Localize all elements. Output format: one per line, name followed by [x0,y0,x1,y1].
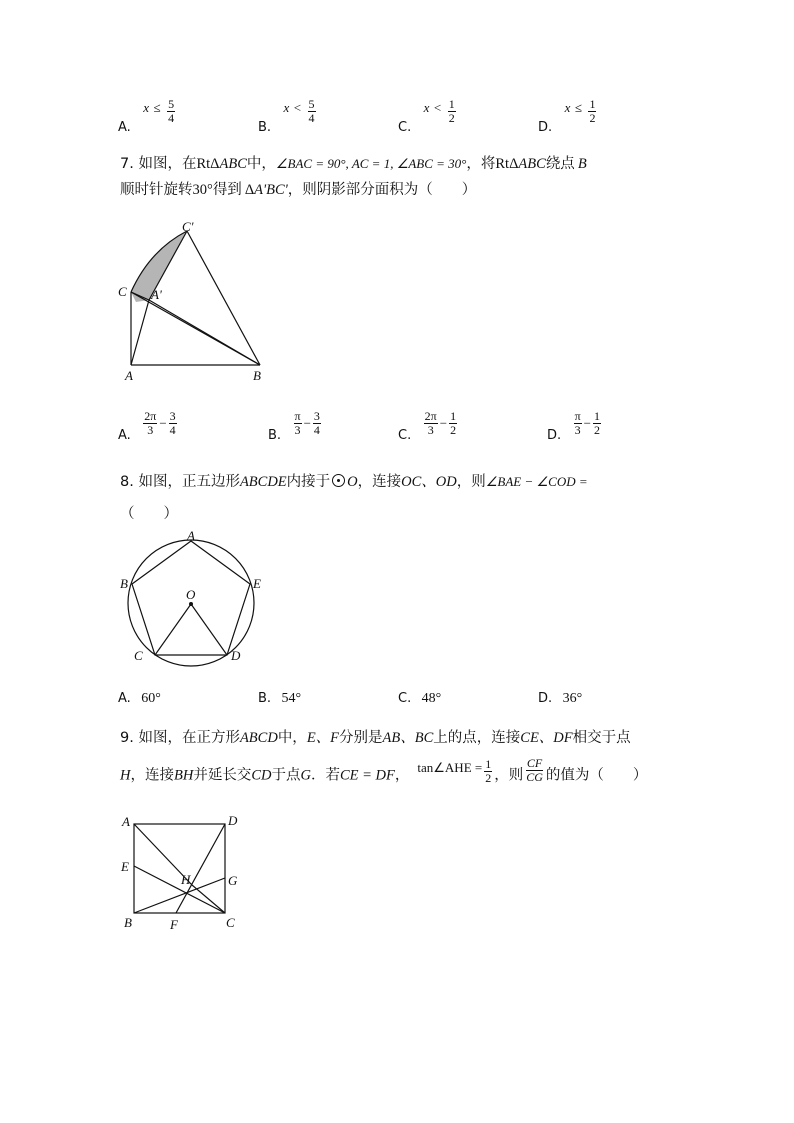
q7-options [0,410,794,450]
label-a: A [122,814,130,829]
label-a: A [125,368,133,383]
q8-option-c[interactable]: C. 48° [398,691,442,706]
label-c: C [118,284,127,299]
label-f: F [170,917,178,932]
q7-option-c[interactable]: C. $\frac{2\pi}{3}$ − $\frac{1}{2}$ [398,409,457,443]
segment-ba1-ext [131,300,149,365]
fraction: $\frac{5}{4}$ [308,97,315,125]
q7-figure [110,215,280,385]
square-abcd [134,824,225,913]
label-a-prime: A' [151,287,162,302]
q7-option-d[interactable]: D. $\frac{\pi}{3}$ − $\frac{1}{2}$ [547,409,601,443]
segment-a1b [149,300,260,365]
label-c: C [134,648,143,663]
q6-options [0,97,794,140]
q7-line-1: 7. 如图，在RtΔABC中，∠BAC = 90°, AC = 1, ∠ABC = 30°，将RtΔABC绕点 B [120,156,587,172]
q6-option-a[interactable]: A. x ≤ $\frac{5}{4}$ [118,97,175,135]
label-c: C [226,915,235,930]
label-h: H [181,872,191,887]
label-e: E [121,859,129,874]
label-b: B [124,915,132,930]
q8-option-a[interactable]: A. 60° [118,691,161,706]
label-a: A [187,528,195,543]
fraction: $\frac{1}{2}$ [589,97,596,125]
label-e: E [253,576,261,591]
q6-option-b[interactable]: B. x < $\frac{5}{4}$ [258,97,315,135]
q8-options [0,690,794,730]
fraction: $\frac{5}{4}$ [168,97,175,125]
segment-df [176,824,225,913]
question-number: 8. [120,474,134,490]
fraction: $\frac{1}{2}$ [448,97,455,125]
q7-option-b[interactable]: B. $\frac{\pi}{3}$ − $\frac{3}{4}$ [268,409,320,443]
q8-option-b[interactable]: B. 54° [258,691,302,706]
q9-line-1: 9. 如图，在正方形ABCD中，E、F分别是AB、BC上的点，连接CE、DF相交于点 [120,730,631,746]
label-d: D [228,813,238,828]
question-number: 7. [120,156,134,172]
q8-figure [115,525,275,670]
label-o: O [186,587,196,602]
q7-line-2: 顺时针旋转30°得到 ΔA'BC'，则阴影部分面积为（ ） [120,182,477,198]
label-b: B [253,368,261,383]
segment-od [191,604,227,655]
circle-dot-icon [332,474,345,487]
label-b: B [120,576,128,591]
q6-option-c[interactable]: C. x < $\frac{1}{2}$ [398,97,455,135]
label-d: D [231,648,241,663]
q9-line-2: H，连接BH并延长交CD于点G．若CE = DF，tan∠AHE = $\frac{1}{2}$ ，则 $\frac{CF}{CG}$ 的值为（ ） [120,756,648,785]
q7-option-a[interactable]: A. $\frac{2\pi}{3}$ − $\frac{3}{4}$ [118,409,176,443]
q8-line-2: （ ） [120,506,178,522]
q6-option-d[interactable]: D. x ≤ $\frac{1}{2}$ [538,97,596,135]
q8-line-1: 8. 如图，正五边形ABCDE内接于 O，连接OC、OD，则∠BAE − ∠COD = [120,474,588,490]
center-point [189,602,193,606]
label-g: G [228,873,238,888]
q8-option-d[interactable]: D. 36° [538,691,583,706]
label-c-prime: C' [182,219,194,234]
question-number: 9. [120,730,134,746]
q9-figure [112,808,247,938]
segment-oc [155,604,191,655]
